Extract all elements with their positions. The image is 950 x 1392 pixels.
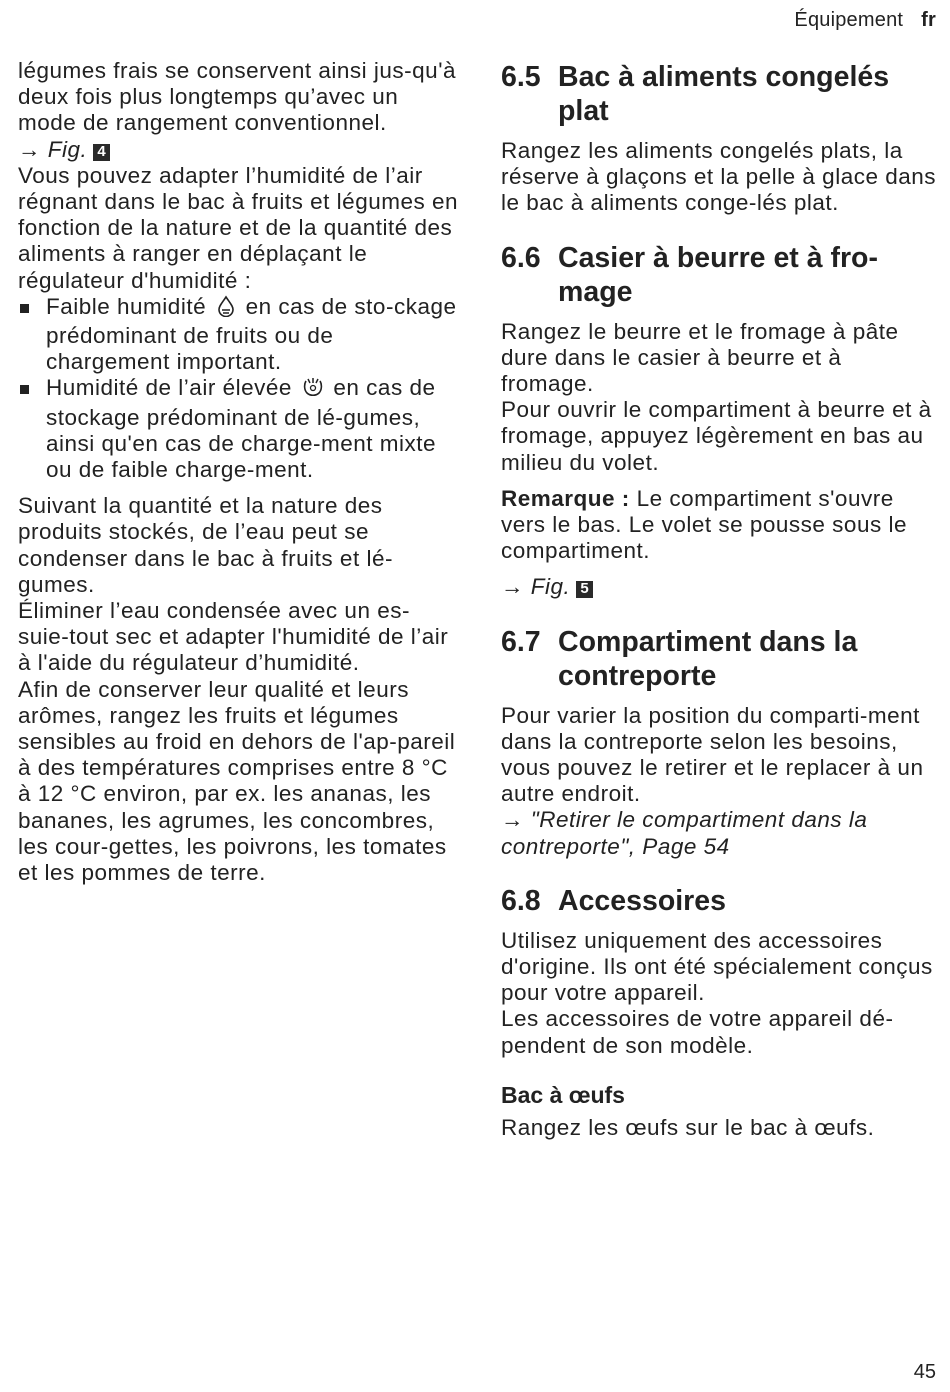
cross-reference[interactable] [501,807,937,859]
header-section: Équipement [794,9,904,31]
section-title: Accessoires [558,884,726,917]
section-6-8-heading [501,884,937,918]
humidity-list [18,294,458,483]
note-paragraph [501,486,937,565]
high-humidity-icon [301,376,325,404]
bullet-2-start: Humidité de l’air élevée [46,375,292,401]
section-6-7-heading [501,625,937,693]
right-fig-reference [501,574,937,600]
cross-reference-link[interactable]: "Retirer le compartiment dans la contreporte", Page 54 [501,807,868,859]
left-paragraph-3: Suivant la quantité et la nature des produits stockés, de l’eau peut se condenser dans le bac à fruits et lé-gumes. [18,493,393,597]
section-title: Compartiment dans la contreporte [558,625,858,692]
left-fig-reference [18,137,458,163]
arrow-icon: → [18,136,41,162]
left-paragraph-4: Éliminer l’eau condensée avec un es-suie-tout sec et adapter l'humidité de l’air à l'aide du régulateur d’humidité. [18,598,449,676]
section-number: 6.8 [501,884,541,917]
left-paragraph-1: légumes frais se conservent ainsi jus-qu'à deux fois plus longtemps qu’avec un mode de rangement conventionnel. [18,58,456,136]
fig-label: Fig. [47,136,88,162]
section-number: 6.7 [501,625,541,658]
section-number: 6.5 [501,61,541,93]
left-paragraph-2: Vous pouvez adapter l’humidité de l’air régnant dans le bac à fruits et légumes en fonction de la nature et de la quantité des aliments à ranger en déplaçant le régulateur d'humidité : [18,162,459,293]
header-language: fr [921,9,936,31]
fig-number-badge: 5 [576,581,593,598]
note-text: Le compartiment s'ouvre vers le bas. Le volet se pousse sous le compartiment. [501,485,907,564]
right-column [501,60,937,1141]
subsection-text: Rangez les œufs sur le bac à œufs. [501,1114,875,1140]
section-number: 6.6 [501,241,541,274]
bullet-1-rest: en cas de sto-ckage prédominant de fruits ou de chargement important. [46,293,457,375]
list-item [18,294,458,376]
section-6-6-text-1: Rangez le beurre et le fromage à pâte dure dans le casier à beurre et à fromage. [501,318,899,397]
section-title: Bac à aliments congelés plat [558,61,890,127]
section-6-8-text-2: Les accessoires de votre appareil dé-pendent de son modèle. [501,1006,894,1058]
arrow-icon: → [501,807,524,833]
fig-number-badge: 4 [93,144,110,161]
bullet-2-rest: en cas de stockage prédominant de lé-gumes, ainsi qu'en cas de charge-ment mixte ou de faible charge-ment. [46,375,436,483]
section-6-6-text-2: Pour ouvrir le compartiment à beurre et à fromage, appuyez légèrement en bas au milieu du volet. [501,397,932,475]
fig-label: Fig. [530,574,571,600]
section-6-5-text: Rangez les aliments congelés plats, la réserve à glaçons et la pelle à glace dans le bac à aliments conge-lés plat. [501,138,937,216]
section-6-8-text-1: Utilisez uniquement des accessoires d'origine. Ils ont été spécialement conçus pour votre appareil. [501,927,933,1006]
section-6-7-text: Pour varier la position du comparti-ment dans la contreporte selon les besoins, vous pouvez le retirer et le replacer à un autre endroit. [501,702,924,807]
note-label: Remarque : [501,485,630,511]
subsection-heading: Bac à œufs [501,1081,625,1108]
left-column [18,58,458,886]
section-title: Casier à beurre et à fro-mage [558,241,878,308]
list-item [18,375,458,483]
page-number: 45 [913,1361,936,1383]
section-6-6-heading [501,241,937,309]
bullet-1-start: Faible humidité [46,293,207,319]
low-humidity-icon [215,295,237,323]
arrow-icon: → [501,574,524,600]
left-paragraph-5: Afin de conserver leur qualité et leurs arômes, rangez les fruits et légumes sensibles au froid en dehors de l'ap-pareil à des températures comprises entre 8 °C à 12 °C environ, par ex. les ananas, les bananes, les agrumes, les concombres, les cour-gettes, les poivrons, les tomates et les pommes de terre. [18,676,456,886]
section-6-5-heading [501,60,937,128]
page-header [794,9,936,32]
